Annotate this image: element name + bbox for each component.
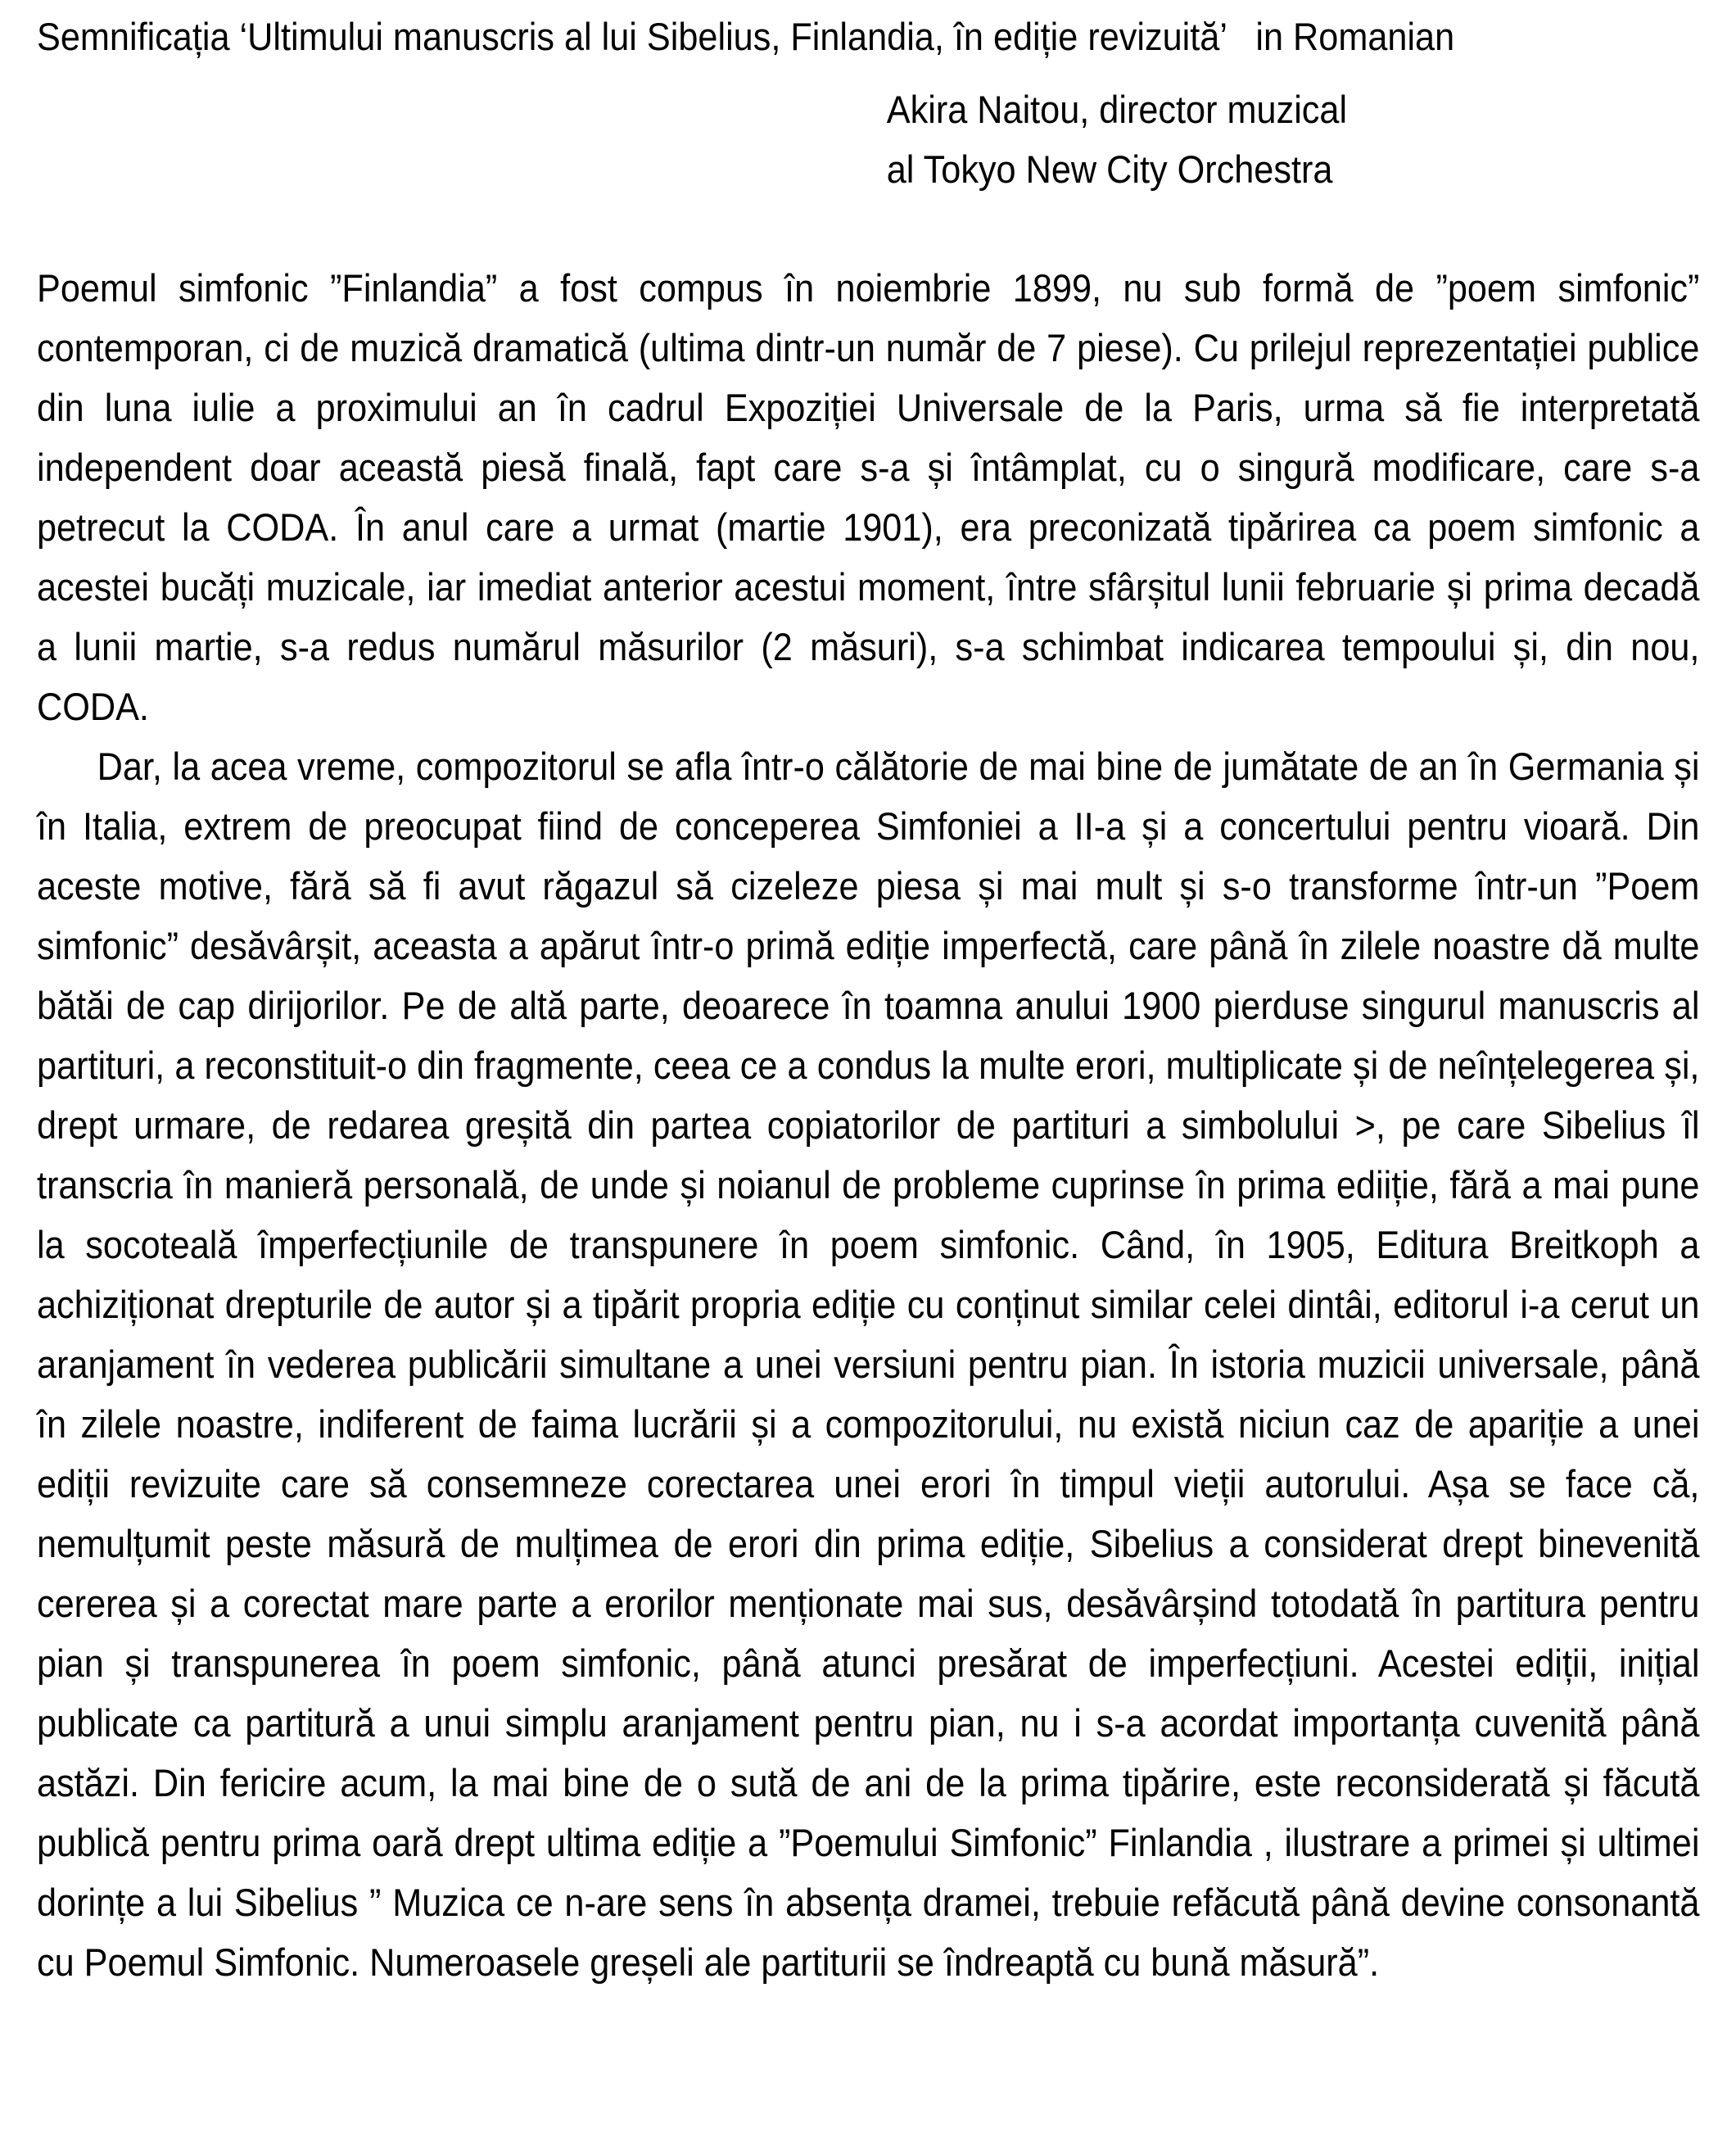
paragraph-1: Poemul simfonic ”Finlandia” a fost compus în noiembrie 1899, nu sub formă de ”poem simfonic” contemporan, ci de muzică dramatică (ultima dintr-un număr de 7 piese). Cu prilejul reprezentației publice din luna iulie a proximului an în cadrul Expoziției Universale de la Paris, urma să fie interpretată independent doar această piesă finală, fapt care s-a și întâmplat, cu o singură modificare, care s-a petrecut la CODA. În anul care a urmat (martie 1901), era preconizată tipărirea ca poem simfonic a acestei bucăți muzicale, iar imediat anterior acestui moment, între sfârșitul lunii februarie și prima decadă a lunii martie, s-a redus numărul măsurilor (2 măsuri), s-a schimbat indicarea tempoului și, din nou, CODA.: [37, 266, 1700, 728]
paragraph-2: Dar, la acea vreme, compozitorul se afla într-o călătorie de mai bine de jumătate de an în Germania și în Italia, extrem de preocupat fiind de conceperea Simfoniei a II-a și a concertului pentru vioară. Din aceste motive, fără să fi avut răgazul să cizeleze piesa și mai mult și s-o transforme într-un ”Poem simfonic” desăvârșit, aceasta a apărut într-o primă ediție imperfectă, care până în zilele noastre dă multe bătăi de cap dirijorilor. Pe de altă parte, deoarece în toamna anului 1900 pierduse singurul manuscris al partituri, a reconstituit-o din fragmente, ceea ce a condus la multe erori, multiplicate și de neînțelegerea și, drept urmare, de redarea greșită din partea copiatorilor de partituri a simbolului >, pe care Sibelius îl transcria în manieră personală, de unde și noianul de probleme cuprinse în prima ediiție, fără a mai pune la socoteală împerfecțiunile de transpunere în poem simfonic. Când, în 1905, Editura Breitkoph a achiziționat drepturile de autor și a tipărit propria ediție cu conținut similar celei dintâi, editorul i-a cerut un aranjament în vederea publicării simultane a unei versiuni pentru pian. În istoria muzicii universale, până în zilele noastre, indiferent de faima lucrării și a compozitorului, nu există niciun caz de apariție a unei ediții revizuite care să consemneze corectarea unei erori în timpul vieții autorului. Așa se face că, nemulțumit peste măsură de mulțimea de erori din prima ediție, Sibelius a considerat drept binevenită cererea și a corectat mare parte a erorilor menționate mai sus, desăvârșind totodată în partitura pentru pian și transpunerea în poem simfonic, până atunci presărat de imperfecțiuni. Acestei ediții, inițial publicate ca partitură a unui simplu aranjament pentru pian, nu i s-a acordat importanța cuvenită până astăzi. Din fericire acum, la mai bine de o sută de ani de la prima tipărire, este reconsiderată și făcută publică pentru prima oară drept ultima ediție a ”Poemului Simfonic” Finlandia , ilustrare a primei și ultimei dorințe a lui Sibelius ” Muzica ce n-are sens în absența dramei, trebuie refăcută până devine consonantă cu Poemul Simfonic. Numeroasele greșeli ale partiturii se îndreaptă cu bună măsură”.: [37, 745, 1700, 1984]
document-body: [37, 7, 1699, 1992]
byline-orchestra: al Tokyo New City Orchestra: [886, 147, 1333, 191]
byline-author: Akira Naitou, director muzical: [886, 88, 1348, 131]
document-title: Semnificația ‘Ultimului manuscris al lui Sibelius, Finlandia, în ediție revizuită’ in Romanian: [37, 15, 1455, 58]
